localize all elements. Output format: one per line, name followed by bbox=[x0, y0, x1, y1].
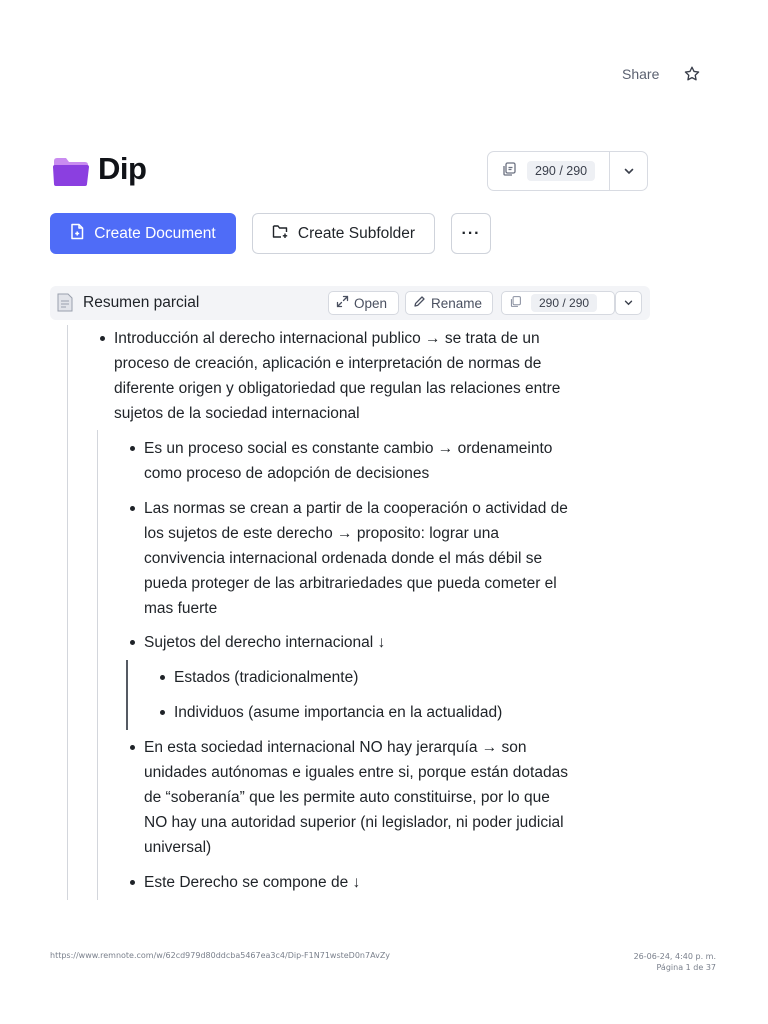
list-item-line: Es un proceso social es constante cambio → ordenameinto bbox=[144, 440, 553, 457]
list-item-line: En esta sociedad internacional NO hay jerarquía → son bbox=[144, 739, 527, 756]
document-icon bbox=[57, 293, 73, 312]
chevron-down-icon[interactable] bbox=[615, 291, 642, 315]
list-item-line: Las normas se crean a partir de la cooperación o actividad de bbox=[144, 500, 568, 517]
list-item[interactable] bbox=[144, 436, 634, 486]
bullet-dot[interactable] bbox=[160, 710, 165, 715]
list-item-line: de “soberanía” que les permite auto constituirse, por lo que bbox=[144, 789, 550, 806]
bullet-dot[interactable] bbox=[130, 745, 135, 750]
bullet-dot[interactable] bbox=[130, 640, 135, 645]
star-icon[interactable] bbox=[683, 65, 701, 83]
list-item-line: universal) bbox=[144, 839, 212, 856]
flashcard-counter[interactable] bbox=[487, 151, 648, 191]
list-item-line: sujetos de la sociedad internacional bbox=[114, 405, 360, 422]
list-item[interactable] bbox=[144, 496, 634, 621]
list-item-line: NO hay una autoridad superior (ni legislador, ni poder judicial bbox=[144, 814, 564, 831]
list-item[interactable] bbox=[114, 326, 634, 426]
open-label: Open bbox=[354, 295, 388, 311]
list-item[interactable] bbox=[144, 735, 634, 860]
expand-icon bbox=[336, 295, 349, 311]
bullet-dot[interactable] bbox=[130, 446, 135, 451]
list-item-line: proceso de creación, aplicación e interpretación de normas de bbox=[114, 355, 542, 372]
cards-icon bbox=[501, 161, 517, 182]
document-flashcard-counter[interactable] bbox=[501, 291, 615, 315]
list-item[interactable]: Individuos (asume importancia en la actualidad) bbox=[174, 704, 503, 721]
list-item-line: mas fuerte bbox=[144, 600, 218, 617]
print-footer-date: 26-06-24, 4:40 p. m. bbox=[633, 952, 716, 961]
create-subfolder-button[interactable] bbox=[252, 213, 435, 254]
flashcard-counter-main[interactable] bbox=[488, 152, 610, 190]
list-item-line: unidades autónomas e iguales entre si, porque están dotadas bbox=[144, 764, 568, 781]
bullet-dot[interactable] bbox=[130, 506, 135, 511]
list-item-line: los sujetos de este derecho → proposito: lograr una bbox=[144, 525, 499, 542]
new-folder-icon bbox=[272, 224, 289, 244]
counter-value: 290 / 290 bbox=[527, 161, 595, 181]
open-button[interactable] bbox=[328, 291, 399, 315]
counter-value: 290 / 290 bbox=[531, 294, 597, 312]
list-item[interactable]: Este Derecho se compone de ↓ bbox=[144, 874, 361, 891]
bullet-dot[interactable] bbox=[130, 880, 135, 885]
list-item[interactable]: Estados (tradicionalmente) bbox=[174, 669, 359, 686]
document-name[interactable]: Resumen parcial bbox=[83, 294, 200, 311]
outline-guide-line bbox=[97, 430, 98, 900]
print-footer-info bbox=[634, 951, 716, 973]
create-subfolder-label: Create Subfolder bbox=[297, 224, 416, 242]
chevron-down-icon[interactable] bbox=[610, 168, 647, 175]
rename-label: Rename bbox=[431, 295, 483, 311]
share-button[interactable]: Share bbox=[622, 66, 660, 82]
list-item-line: Introducción al derecho internacional publico → se trata de un bbox=[114, 330, 540, 347]
list-item-line: como proceso de adopción de decisiones bbox=[144, 465, 430, 482]
list-item-line: pueda proteger de las arbitrariedades que pueda cometer el bbox=[144, 575, 557, 592]
outline-guide-line-active bbox=[126, 660, 128, 730]
create-document-label: Create Document bbox=[94, 224, 216, 242]
list-item-line: diferente origen y obligatoriedad que regulan las relaciones entre bbox=[114, 380, 561, 397]
list-item[interactable]: Sujetos del derecho internacional ↓ bbox=[144, 634, 386, 651]
outline-guide-line bbox=[67, 325, 68, 900]
folder-icon bbox=[52, 156, 90, 188]
bullet-dot[interactable] bbox=[160, 675, 165, 680]
list-item-line: convivencia internacional ordenada donde el más débil se bbox=[144, 550, 543, 567]
more-options-button[interactable]: ··· bbox=[451, 213, 491, 254]
new-document-icon bbox=[70, 223, 85, 245]
bullet-dot[interactable] bbox=[100, 336, 105, 341]
page-title: Dip bbox=[98, 151, 147, 186]
create-document-button[interactable] bbox=[50, 213, 236, 254]
pencil-icon bbox=[413, 295, 426, 311]
print-footer-page: Página 1 de 37 bbox=[656, 963, 716, 972]
cards-icon bbox=[509, 295, 522, 311]
rename-button[interactable] bbox=[405, 291, 493, 315]
print-footer-url: https://www.remnote.com/w/62cd979d80ddcba5467ea3c4/Dip-F1N71wsteD0n7AvZy bbox=[50, 951, 391, 960]
